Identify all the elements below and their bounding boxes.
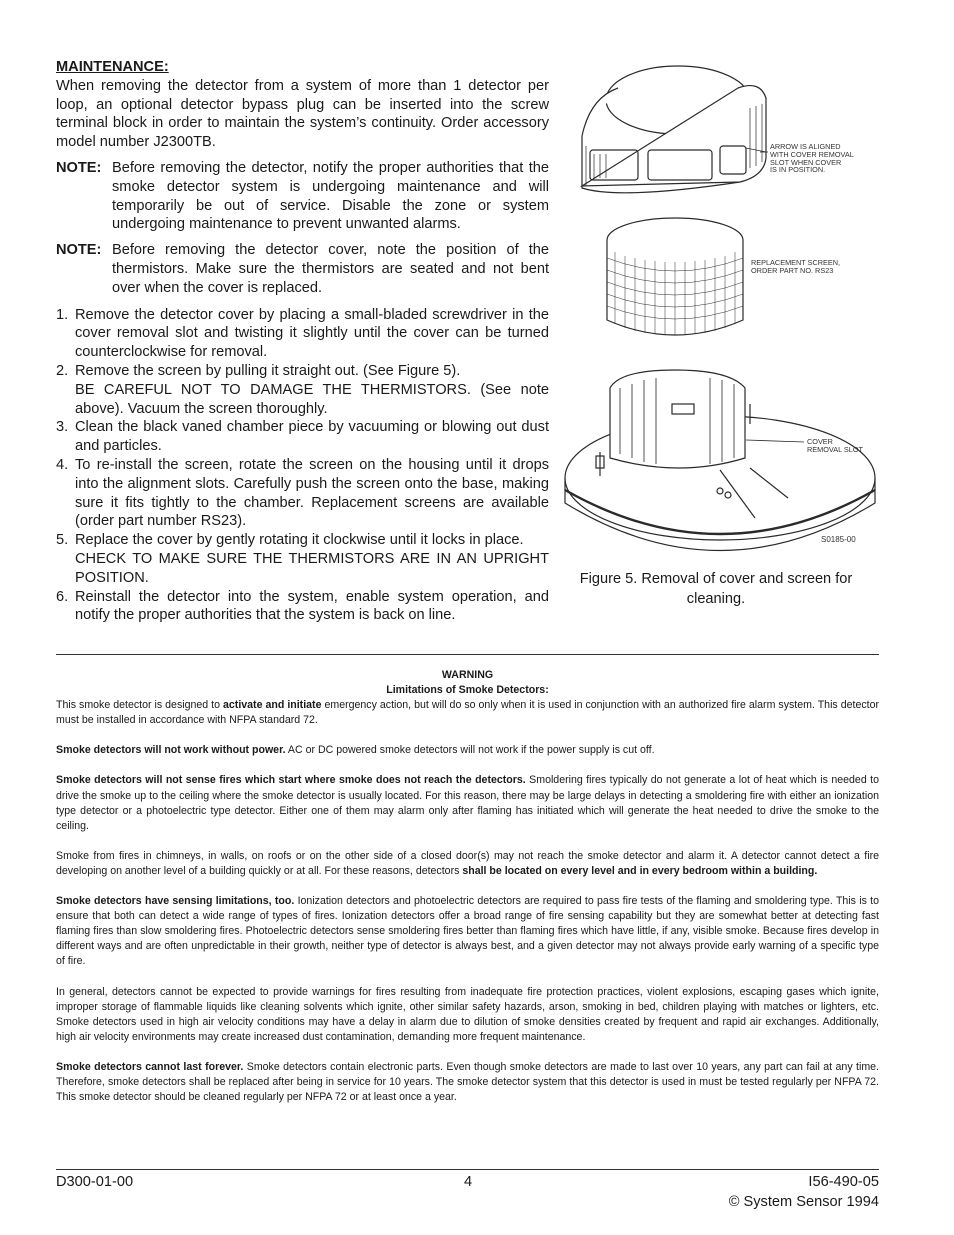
note-cover bbox=[56, 241, 549, 297]
warning-emphasis: shall be located on every level and in every bedroom within a building. bbox=[462, 864, 818, 877]
note-label: NOTE: bbox=[56, 242, 102, 259]
step-number: 5. bbox=[56, 532, 69, 549]
replacement-screen-drawing bbox=[607, 218, 743, 335]
step-item bbox=[56, 306, 549, 362]
step-text bbox=[75, 418, 549, 456]
drawing-id: S0185-00 bbox=[821, 535, 856, 544]
warning-section bbox=[56, 668, 879, 1120]
warning-emphasis: Smoke detectors will not sense fires which start where smoke does not reach the detectors. bbox=[56, 774, 526, 787]
maintenance-steps bbox=[56, 306, 549, 626]
warning-text: Ionization detectors and photoelectric detectors are required to pass fire tests of the flaming and smoldering type. This is to ensure that both can detect a wide range of types of fires. Ionization detectors offer a broad range of fire sensing capability but they are somewhat better at detecting fast flaming fires than slow smoldering fires. Photoelectric detectors sense smoldering fires better than flaming fires which have little, if any, visible smoke. Because fires develop in different ways and are often unpredictable in their growth, neither type of detector is always best, and a given detector may not always provide early warning of a specific type of fire. bbox=[56, 895, 879, 968]
step-item bbox=[56, 456, 549, 531]
step-number: 2. bbox=[56, 362, 69, 379]
maintenance-intro: When removing the detector from a system of more than 1 detector per loop, an optional detector bypass plug can be inserted into the screw terminal block in order to maintain the system’s continuity. Order accessory model number J2300TB. bbox=[56, 77, 549, 151]
warning-text: Smoldering fires typically do not generate a lot of heat which is needed to drive the smoke up to the ceiling where the smoke detector is usually located. For this reason, there may be large delays in detecting a smoldering fire with either an ionization type detector or a photoelectric type detector. Either one of them may alarm only after flaming has initiated which will generate the heat needed to drive the smoke to the ceiling. bbox=[56, 774, 879, 832]
callout-line: IS IN POSITION. bbox=[770, 165, 826, 175]
step-line: BE CAREFUL NOT TO DAMAGE THE THERMISTORS. (See note above). Vacuum the screen thoroughly. bbox=[75, 381, 549, 417]
warning-text: AC or DC powered smoke detectors will not work if the power supply is cut off. bbox=[285, 744, 655, 757]
callout-line: SLOT WHEN COVER bbox=[770, 157, 842, 167]
warning-text: emergency action, but will do so only when it is used in conjunction with an authorized fire alarm system. This detector must be installed in accordance with NFPA standard 72. bbox=[56, 699, 880, 727]
warning-body bbox=[56, 698, 879, 1105]
callout-line: WITH COVER REMOVAL bbox=[770, 149, 854, 159]
step-line: Replace the cover by gently rotating it clockwise until it locks in place. bbox=[75, 532, 524, 549]
warning-text: In general, detectors cannot be expected to provide warnings for fires resulting from inadequate fire protection practices, violent explosions, escaping gases which ignite, improper storage of flammable liquids like cleaning solvents which ignite, other similar safety hazards, arson, smoking in bed, children playing with matches or lighters, etc. Smoke detectors used in high air velocity conditions may have a delay in alarm due to dilution of smoke densities created by frequent and rapid air exchanges. Additionally, high air velocity environments may create increased dust contamination, demanding more frequent maintenance. bbox=[56, 985, 879, 1043]
warning-subtitle: Limitations of Smoke Detectors: bbox=[386, 684, 549, 697]
step-text bbox=[75, 362, 549, 418]
divider-top bbox=[56, 654, 879, 655]
step-text bbox=[75, 588, 549, 626]
detector-illustration bbox=[560, 58, 880, 558]
warning-paragraph bbox=[56, 985, 879, 1045]
warning-emphasis: Smoke detectors will not work without power. bbox=[56, 744, 286, 757]
callout-arrow-aligned bbox=[770, 143, 854, 174]
step-item bbox=[56, 531, 549, 587]
step-number: 3. bbox=[56, 419, 69, 436]
detector-base-drawing bbox=[565, 370, 875, 551]
footer-copyright: © System Sensor 1994 bbox=[728, 1193, 879, 1210]
step-item bbox=[56, 588, 549, 626]
warning-paragraph bbox=[56, 743, 879, 758]
divider-bottom bbox=[56, 1169, 879, 1170]
warning-paragraph bbox=[56, 1060, 879, 1105]
note-text: Before removing the detector cover, note the position of the thermistors. Make sure the thermistors are seated and not bent over when the cover is replaced. bbox=[112, 242, 549, 296]
callout-line: REMOVAL SLOT bbox=[807, 444, 863, 454]
detector-cover-drawing bbox=[582, 66, 766, 193]
maintenance-section bbox=[56, 58, 549, 625]
step-text bbox=[75, 531, 549, 587]
step-line: Remove the detector cover by placing a small-bladed screwdriver in the cover removal slot and twisting it slightly until the cover can be turned counterclockwise for removal. bbox=[75, 306, 549, 361]
warning-text: Smoke detectors contain electronic parts. Even though smoke detectors are made to last over 10 years, any part can fail at any time. Therefore, smoke detectors shall be replaced after being in service for 10 years. The smoke detector system that this detector is used in must be tested regularly per NFPA 72. This smoke detector should be cleaned regularly per NFPA 72 or at least once a year. bbox=[56, 1060, 879, 1104]
warning-emphasis: Smoke detectors cannot last forever. bbox=[56, 1060, 244, 1073]
note-detector bbox=[56, 159, 549, 234]
note-label: NOTE: bbox=[56, 159, 102, 176]
step-number: 6. bbox=[56, 588, 69, 605]
warning-paragraph bbox=[56, 849, 879, 879]
callout-line: REPLACEMENT SCREEN, bbox=[751, 258, 841, 267]
warning-emphasis: Smoke detectors have sensing limitations, too. bbox=[56, 895, 295, 908]
footer-doc-number: D300-01-00 bbox=[56, 1174, 134, 1190]
warning-emphasis: activate and initiate bbox=[223, 699, 322, 712]
warning-paragraph bbox=[56, 894, 879, 969]
step-line: CHECK TO MAKE SURE THE THERMISTORS ARE IN AN UPRIGHT POSITION. bbox=[75, 550, 549, 586]
warning-paragraph bbox=[56, 698, 879, 728]
warning-title: WARNING bbox=[441, 669, 494, 681]
warning-paragraph bbox=[56, 773, 879, 833]
footer-page-number: 4 bbox=[464, 1174, 473, 1190]
step-line: To re-install the screen, rotate the screen on the housing until it drops into the alignment slots. Carefully push the screen onto the base, making sure it fits tightly to the chamber. Replacement screens are available (order part number RS23). bbox=[75, 456, 549, 530]
figure-caption: Figure 5. Removal of cover and screen for cleaning. bbox=[579, 571, 853, 607]
step-line: Reinstall the detector into the system, enable system operation, and notify the proper authorities that the system is back on line. bbox=[75, 588, 549, 624]
step-line: Remove the screen by pulling it straight out. (See Figure 5). bbox=[75, 362, 461, 379]
note-text: Before removing the detector, notify the proper authorities that the smoke detector system is undergoing maintenance and will temporarily be out of service. Disable the zone or system undergoing maintenance to prevent unwanted alarms. bbox=[112, 159, 549, 233]
step-line: Clean the black vaned chamber piece by vacuuming or blowing out dust and particles. bbox=[75, 419, 549, 455]
step-item bbox=[56, 418, 549, 456]
step-item bbox=[56, 362, 549, 418]
callout-cover-removal-slot bbox=[807, 438, 863, 454]
callout-line: ARROW IS ALIGNED bbox=[770, 142, 841, 151]
step-text bbox=[75, 456, 549, 531]
warning-text: Smoke from fires in chimneys, in walls, on roofs or on the other side of a closed door(s) may not reach the smoke detector and alarm it. A detector cannot detect a fire developing on another level of a building quickly or at all. For these reasons, detectors bbox=[56, 849, 879, 877]
step-number: 4. bbox=[56, 456, 69, 473]
callout-replacement-screen bbox=[751, 259, 840, 275]
figure-5 bbox=[560, 58, 880, 618]
step-number: 1. bbox=[56, 306, 69, 323]
maintenance-heading: MAINTENANCE: bbox=[56, 59, 169, 75]
callout-leaders bbox=[746, 152, 804, 442]
step-text bbox=[75, 306, 549, 362]
warning-text: This smoke detector is designed to bbox=[56, 699, 224, 712]
footer-right bbox=[729, 1173, 879, 1212]
callout-line: ORDER PART NO. RS23 bbox=[751, 265, 834, 275]
footer-part-number: I56-490-05 bbox=[808, 1174, 879, 1190]
callout-line: COVER bbox=[807, 437, 833, 446]
